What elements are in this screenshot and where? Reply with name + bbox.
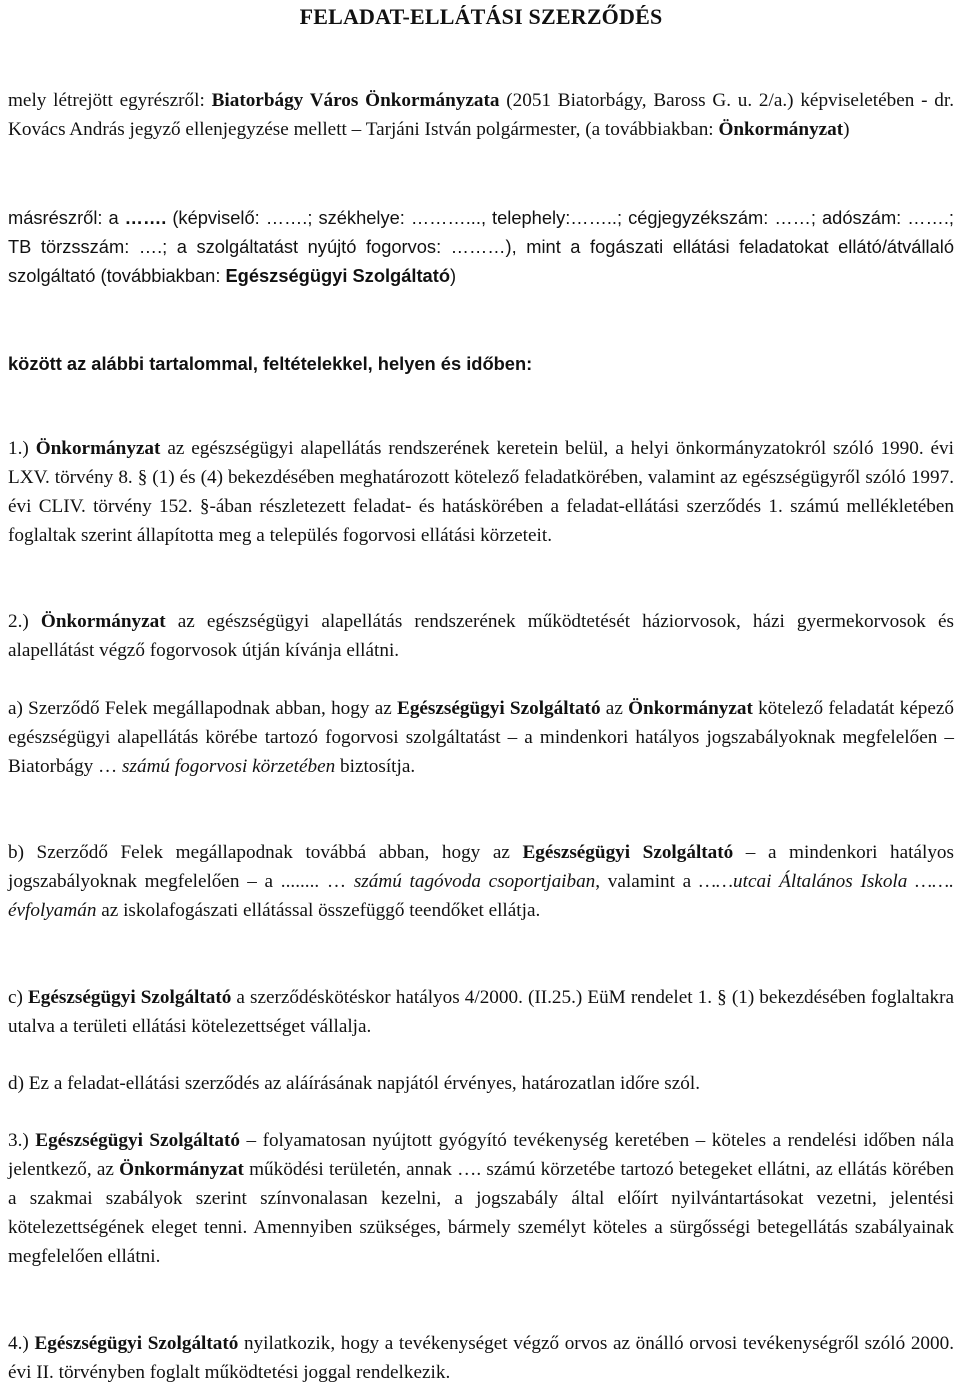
counterparty-paragraph xyxy=(8,203,960,290)
section-3-provider: Egészségügyi Szolgáltató xyxy=(35,1130,241,1151)
section-b-school: ……utcai Általános Iskola ……. évfolyamán xyxy=(8,871,954,921)
section-b-text-2: – a mindenkori hatályos jogszabályoknak megfelelően – a ........ … xyxy=(8,842,959,892)
section-c-paragraph xyxy=(8,983,959,1041)
section-b-kindergarten: számú tagóvoda csoportjaiban xyxy=(353,871,596,892)
section-a-text-1: a) Szerződő Felek megállapodnak abban, hogy az xyxy=(8,698,398,719)
section-3-party: Önkormányzat xyxy=(119,1159,244,1180)
intro-party-alias: Önkormányzat xyxy=(718,119,844,140)
section-4-provider: Egészségügyi Szolgáltató xyxy=(34,1333,239,1354)
section-a-text-4: biztosítja. xyxy=(335,756,416,777)
counterparty-text-1: másrészről: a xyxy=(8,207,125,228)
section-b-provider: Egészségügyi Szolgáltató xyxy=(522,842,734,863)
section-4-paragraph xyxy=(8,1329,959,1387)
counterparty-alias: Egészségügyi Szolgáltató xyxy=(225,265,450,286)
section-3-paragraph xyxy=(8,1126,959,1271)
section-1-number: 1.) xyxy=(8,438,36,459)
document-page xyxy=(8,0,960,1383)
section-2-paragraph xyxy=(8,607,959,665)
intro-text-2: (2051 Biatorbágy, Baross G. u. 2/a.) képviseletében - dr. Kovács András jegyző ellenjegyzése mellett – Tarjáni István polgármester, (a továbbiakban: xyxy=(8,90,959,140)
counterparty-text-3: ) xyxy=(449,265,457,286)
section-4-number: 4.) xyxy=(8,1333,35,1354)
section-b-text-3: , valamint a xyxy=(595,871,699,892)
intro-text-3: ) xyxy=(843,119,850,140)
intro-text-1: mely létrejött egyrészről: xyxy=(8,90,212,111)
section-a-provider: Egészségügyi Szolgáltató xyxy=(397,698,601,719)
section-3-text-1: – folyamatosan nyújtott gyógyító tevékenység keretében – köteles a rendelési időben nála jelentkező, az xyxy=(8,1130,959,1180)
section-a-party: Önkormányzat xyxy=(628,698,753,719)
section-d-text: d) Ez a feladat-ellátási szerződés az aláírásának napjától érvényes, határozatlan időre szól. xyxy=(8,1073,700,1094)
section-a-text-3: kötelező feladatát képező egészségügyi alapellátás körébe tartozó fogorvosi szolgáltatást – a mindenkori hatályos jogszabályoknak megfelelően – Biatorbágy … xyxy=(8,698,959,777)
section-a-text-2: az xyxy=(600,698,629,719)
section-1-text: az egészségügyi alapellátás rendszerének keretein belül, a helyi önkormányzatokról szóló 1990. évi LXV. törvény 8. § (1) és (4) bekezdésében meghatározott kötelező feladatkörében, valamint az egészségügyről szóló 1997. évi CLIV. törvény 152. §-ában részletezett feladat- és hatáskörében a feladat-ellátási szerződés 1. számú mellékletében foglaltak szerint állapította meg a település fogorvosi ellátási körzeteit. xyxy=(8,438,959,546)
intro-party-name: Biatorbágy Város Önkormányzata xyxy=(211,90,500,111)
section-a-paragraph xyxy=(8,694,959,781)
section-c-text-2: a szerződéskötéskor hatályos 4/2000. (II.25.) EüM rendelet 1. § (1) bekezdésében foglaltakra utalva a területi ellátási kötelezettséget vállalja. xyxy=(8,987,959,1037)
section-1-paragraph xyxy=(8,434,959,550)
section-2-party: Önkormányzat xyxy=(40,611,166,632)
section-2-text: az egészségügyi alapellátás rendszerének működtetését háziorvosok, házi gyermekorvosok és alapellátást végző fogorvosok útján kívánja ellátni. xyxy=(8,611,959,661)
counterparty-text-2: (képviselő: …….; székhelye: ………..., telephely:……..; cégjegyzékszám: ……; adószám: …….; TB törzsszám: ….; a szolgáltatást nyújtó fogorvos: ………), mint a fogászati ellátási feladatokat ellátó/átvállaló szolgáltató (továbbiakban: xyxy=(8,207,960,286)
document-title: FELADAT-ELLÁTÁSI SZERZŐDÉS xyxy=(299,4,663,29)
section-1-party: Önkormányzat xyxy=(35,438,161,459)
section-b-text-4: az iskolafogászati ellátással összefüggő teendőket ellátja. xyxy=(96,900,541,921)
section-a-district: számú fogorvosi körzetében xyxy=(122,756,336,777)
intro-paragraph xyxy=(8,86,959,144)
section-c-provider: Egészségügyi Szolgáltató xyxy=(28,987,232,1008)
section-4-text: nyilatkozik, hogy a tevékenységet végző orvos az önálló orvosi tevékenységről szóló 2000. évi II. törvényben foglalt működtetési joggal rendelkezik. xyxy=(8,1333,959,1383)
section-c-text-1: c) xyxy=(8,987,28,1008)
terms-heading: között az alábbi tartalommal, feltételekkel, helyen és időben: xyxy=(8,353,533,374)
section-b-text-1: b) Szerződő Felek megállapodnak továbbá abban, hogy az xyxy=(8,842,523,863)
counterparty-name-placeholder: ……. xyxy=(124,207,167,228)
section-2-number: 2.) xyxy=(8,611,41,632)
section-3-text-2: működési területén, annak …. számú körzetébe tartozó betegeket ellátni, az ellátás körében a szakmai szabályok szerint színvonalasan kezelni, a jogszabály által előírt nyilvántartásokat vezetni, jelentési kötelezettségének eleget tenni. Amennyiben szükséges, bármely személyt köteles a sürgősségi betegellátás szabályainak megfelelően ellátni. xyxy=(8,1159,959,1267)
section-d-paragraph xyxy=(8,1069,954,1098)
section-3-number: 3.) xyxy=(8,1130,36,1151)
section-b-paragraph xyxy=(8,838,959,925)
